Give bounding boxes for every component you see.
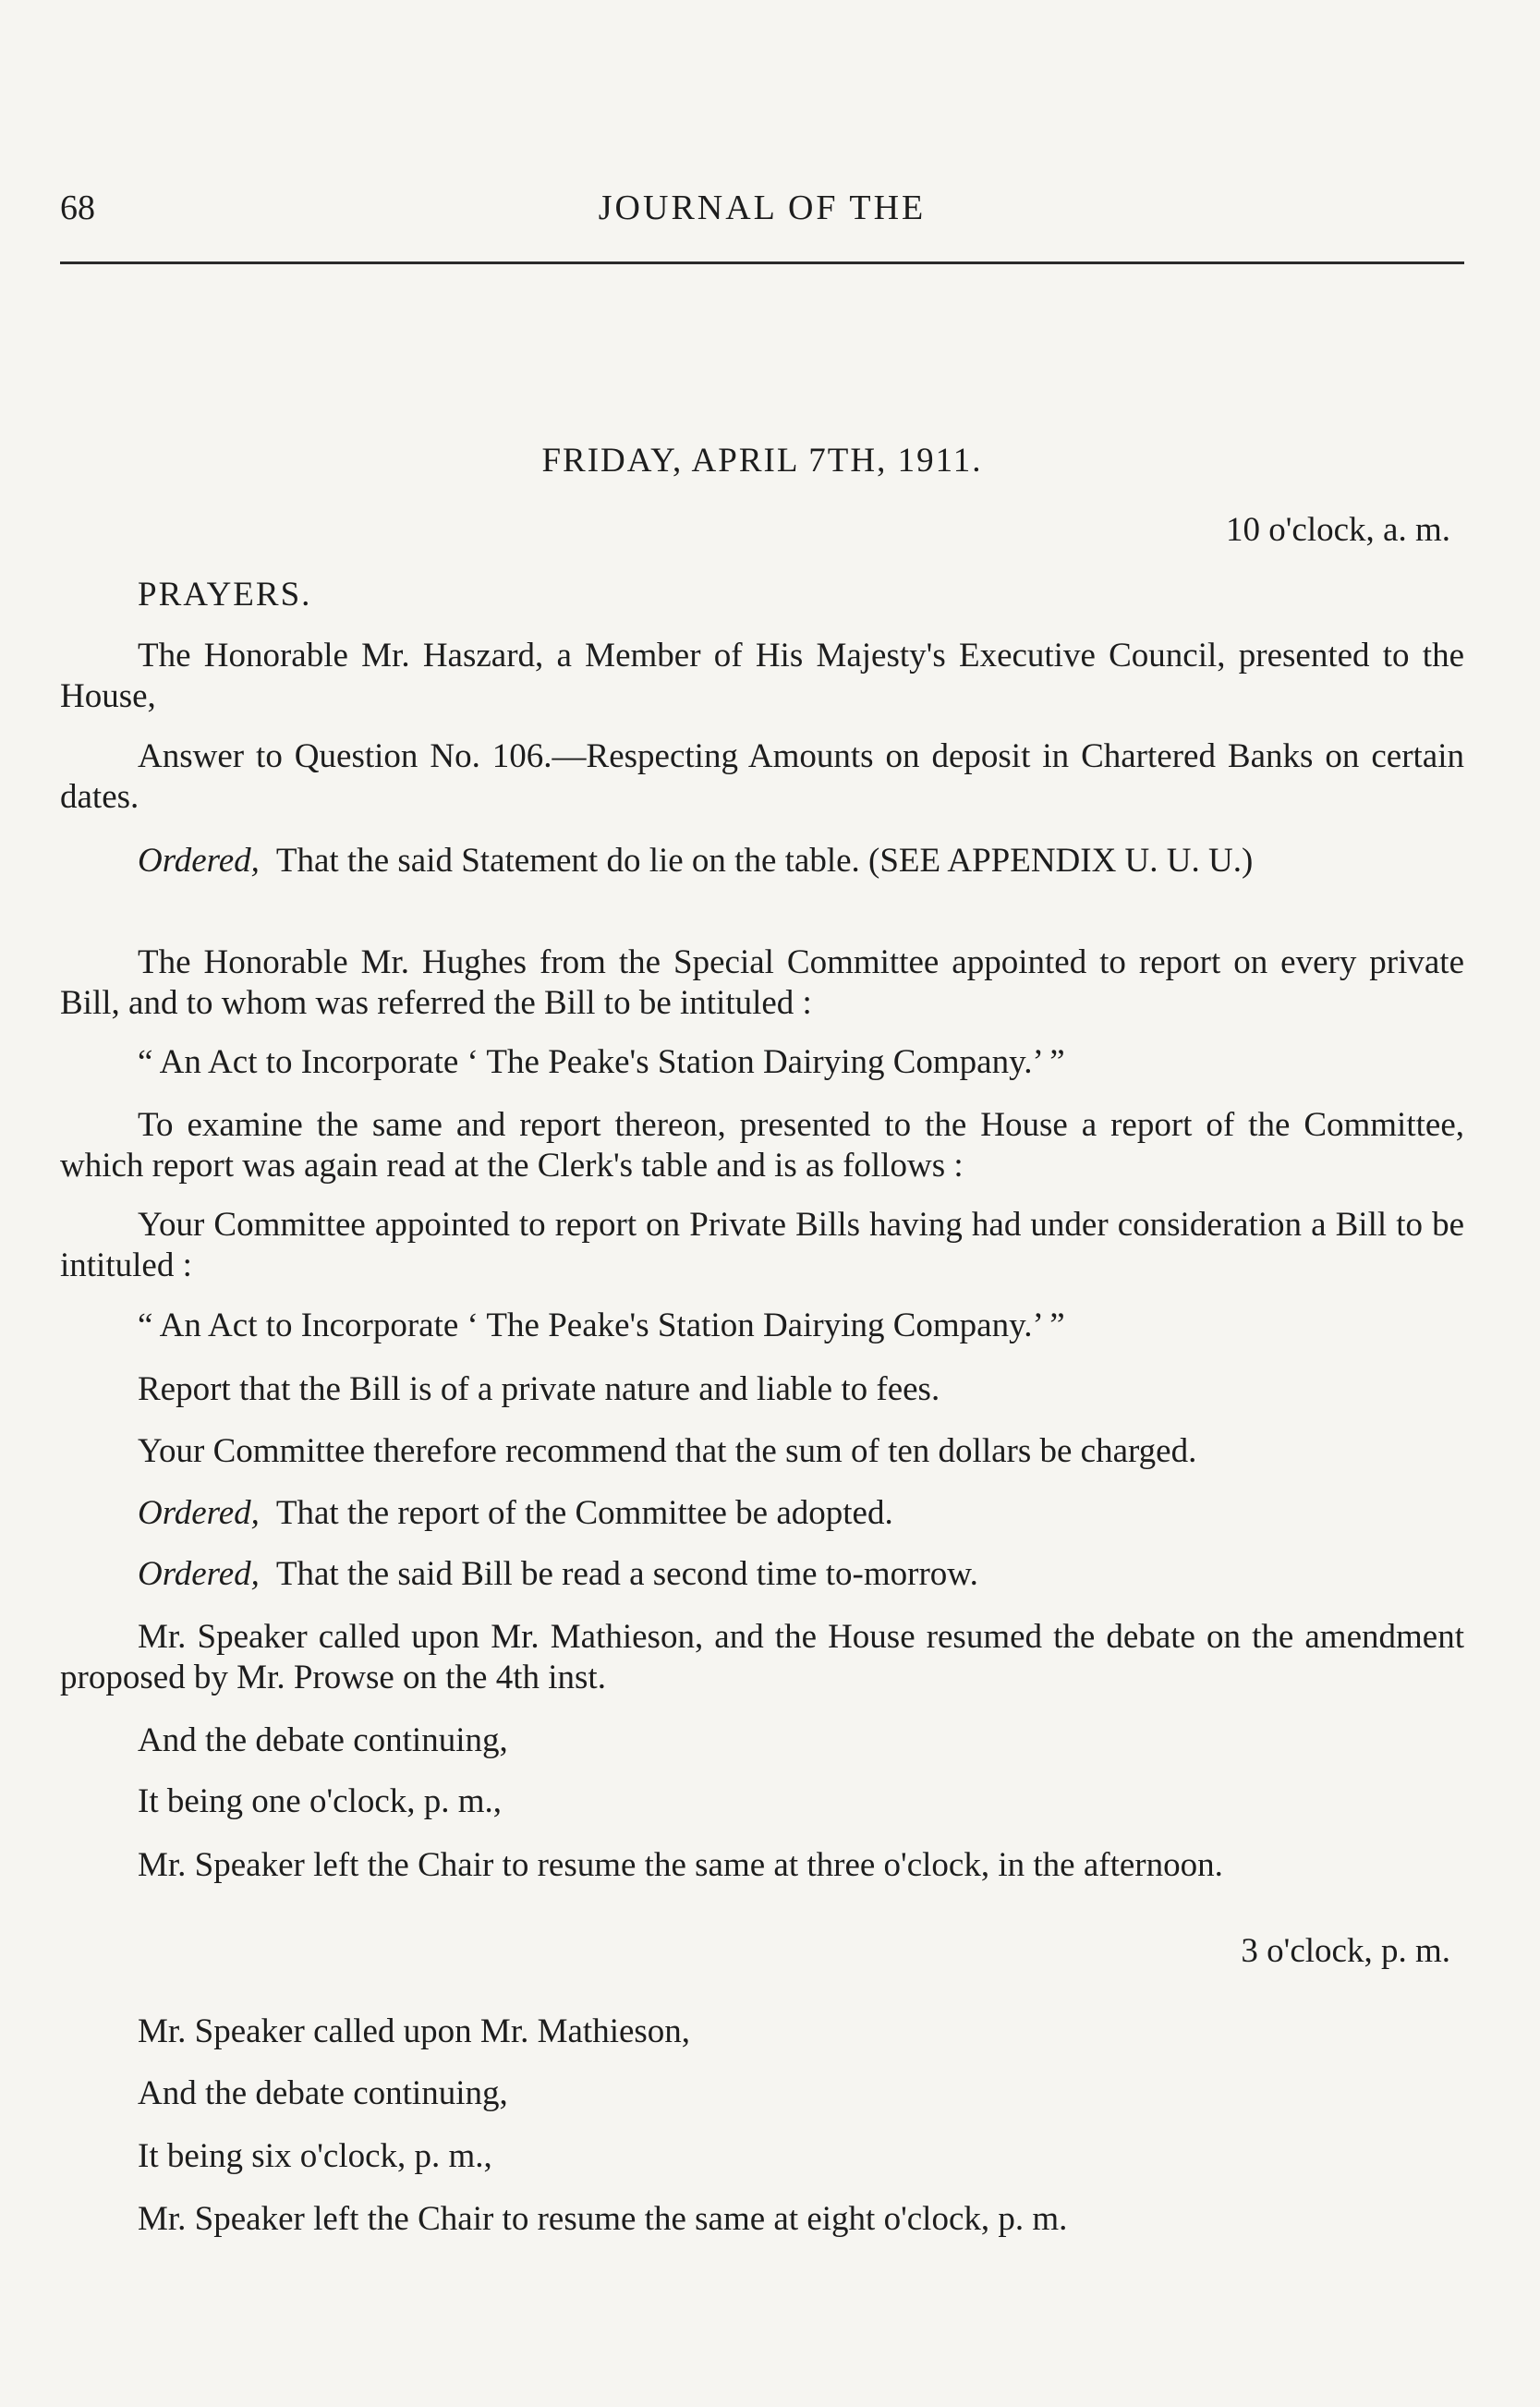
paragraph-examine: To examine the same and report thereon, presented to the House a report of the Committee, which report was again read at the Clerk's table and is as follows : bbox=[60, 1106, 1464, 1185]
ordered-adopted bbox=[138, 1491, 893, 1536]
bill-title-quote-2: “ An Act to Incorporate ‘ The Peake's Station Dairying Company.’ ” bbox=[138, 1307, 1065, 1344]
line-left-chair-2: Mr. Speaker left the Chair to resume the same at eight o'clock, p. m. bbox=[138, 2200, 1068, 2238]
running-title: JOURNAL OF THE bbox=[598, 188, 927, 227]
line-six-oclock: It being six o'clock, p. m., bbox=[138, 2137, 492, 2175]
ordered-second-reading bbox=[138, 1552, 978, 1597]
time-morning: 10 o'clock, a. m. bbox=[1226, 511, 1450, 549]
paragraph-hughes: The Honorable Mr. Hughes from the Special Committee appointed to report on every private Bill, and to whom was referred the Bill to be intituled : bbox=[60, 943, 1464, 1022]
ordered-label: Ordered, bbox=[138, 1555, 260, 1593]
paragraph-haszard: The Honorable Mr. Haszard, a Member of His Majesty's Executive Council, presented to the House, bbox=[60, 637, 1464, 715]
date-heading: FRIDAY, APRIL 7TH, 1911. bbox=[541, 442, 983, 480]
line-debate-continuing-2: And the debate continuing, bbox=[138, 2074, 508, 2112]
line-report: Report that the Bill is of a private nature and liable to fees. bbox=[138, 1370, 940, 1408]
paragraph-committee: Your Committee appointed to report on Private Bills having had under consideration a Bill to be intituled : bbox=[60, 1206, 1464, 1284]
ordered-label: Ordered, bbox=[138, 1494, 260, 1532]
ordered-statement bbox=[60, 841, 1464, 881]
line-debate-continuing-1: And the debate continuing, bbox=[138, 1721, 508, 1759]
line-one-oclock: It being one o'clock, p. m., bbox=[138, 1782, 503, 1820]
line-recommend: Your Committee therefore recommend that the sum of ten dollars be charged. bbox=[138, 1432, 1197, 1470]
line-speaker-mathieson-2: Mr. Speaker called upon Mr. Mathieson, bbox=[138, 2012, 691, 2050]
paragraph-answer: Answer to Question No. 106.—Respecting Amounts on deposit in Chartered Banks on certain dates. bbox=[60, 737, 1464, 816]
ordered-label: Ordered, bbox=[138, 842, 260, 880]
time-afternoon: 3 o'clock, p. m. bbox=[1241, 1932, 1450, 1970]
page-number: 68 bbox=[60, 188, 95, 227]
ordered-statement-text: That the said Statement do lie on the table. (SEE APPENDIX U. U. U.) bbox=[275, 842, 1254, 880]
ordered-adopted-text: That the report of the Committee be adopted. bbox=[275, 1494, 893, 1532]
ordered-second-text: That the said Bill be read a second time to-morrow. bbox=[275, 1555, 978, 1593]
header-rule bbox=[60, 261, 1464, 264]
line-left-chair-1: Mr. Speaker left the Chair to resume the same at three o'clock, in the afternoon. bbox=[138, 1846, 1223, 1884]
bill-title-quote-1: “ An Act to Incorporate ‘ The Peake's Station Dairying Company.’ ” bbox=[138, 1043, 1065, 1081]
page-header bbox=[60, 180, 1464, 236]
prayers-heading: PRAYERS. bbox=[138, 576, 312, 614]
paragraph-speaker-mathieson: Mr. Speaker called upon Mr. Mathieson, and the House resumed the debate on the amendment proposed by Mr. Prowse on the 4th inst. bbox=[60, 1618, 1464, 1696]
